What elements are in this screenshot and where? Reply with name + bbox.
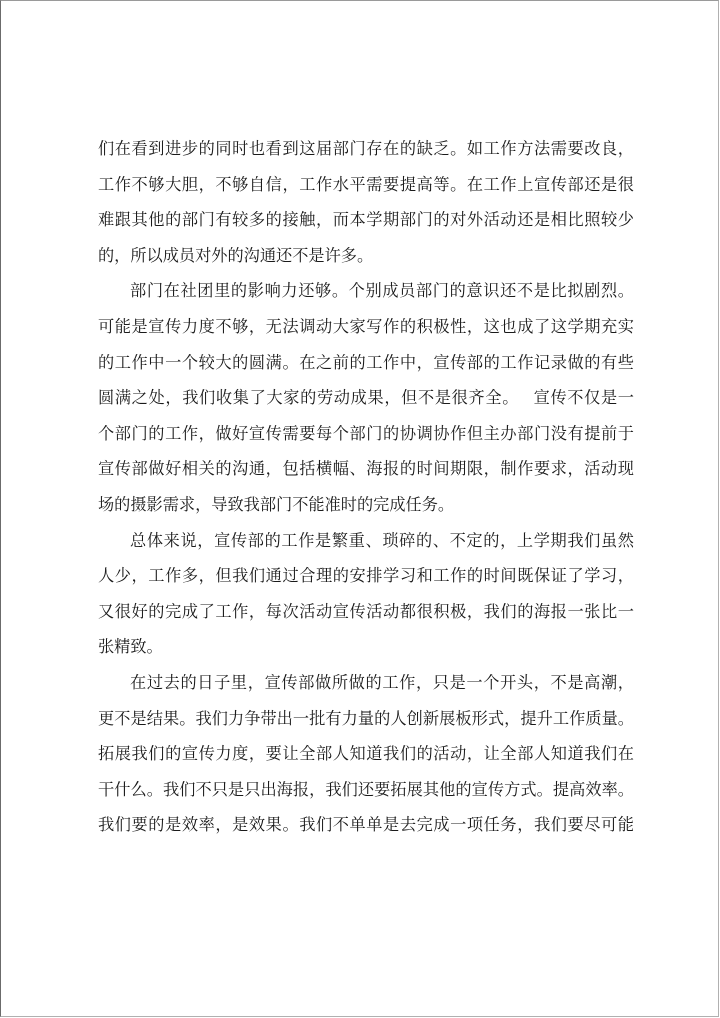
- text-line: 可能是宣传力度不够，无法调动大家写作的积极性，这也成了这学期充实: [98, 316, 634, 336]
- text-line: 又很好的完成了工作，每次活动宣传活动都很积极，我们的海报一张比一: [98, 601, 634, 621]
- text-line: 的工作中一个较大的圆满。在之前的工作中，宣传部的工作记录做的有些: [98, 352, 634, 372]
- text-line: 拓展我们的宣传力度，要让全部人知道我们的活动，让全部人知道我们在: [98, 744, 634, 764]
- text-line: 宣传部做好相关的沟通，包括横幅、海报的时间期限，制作要求，活动现: [98, 459, 634, 479]
- text-line: 难跟其他的部门有较多的接触，而本学期部门的对外活动还是相比照较少: [98, 210, 634, 230]
- paragraph-first-line: 部门在社团里的影响力还够。个别成员部门的意识还不是比拟剧烈。: [130, 281, 634, 301]
- text-line: 我们要的是效率，是效果。我们不单单是去完成一项任务，我们要尽可能: [98, 815, 634, 835]
- paragraph-first-line: 在过去的日子里，宣传部做所做的工作，只是一个开头，不是高潮，: [130, 672, 634, 692]
- text-line: 们在看到进步的同时也看到这届部门存在的缺乏。如工作方法需要改良，: [98, 139, 634, 158]
- text-line: 场的摄影需求，导致我部门不能准时的完成任务。: [98, 494, 455, 514]
- text-line: 张精致。: [98, 637, 163, 657]
- paragraph-first-line: 总体来说，宣传部的工作是繁重、琐碎的、不定的，上学期我们虽然: [130, 530, 634, 550]
- text-line: 工作不够大胆，不够自信，工作水平需要提高等。在工作上宣传部还是很: [98, 174, 634, 194]
- text-line: 干什么。我们不只是只出海报，我们还要拓展其他的宣传方式。提高效率。: [98, 779, 634, 799]
- text-line: 个部门的工作，做好宣传需要每个部门的协调协作但主办部门没有提前于: [98, 423, 634, 443]
- text-line: 的，所以成员对外的沟通还不是许多。: [98, 245, 374, 265]
- document-body: [98, 131, 634, 843]
- text-line: 人少，工作多，但我们通过合理的安排学习和工作的时间既保证了学习，: [98, 566, 634, 586]
- text-line: 更不是结果。我们力争带出一批有力量的人创新展板形式，提升工作质量。: [98, 708, 634, 728]
- text-line: 圆满之处，我们收集了大家的劳动成果，但不是很齐全。 宣传不仅是一: [98, 388, 634, 408]
